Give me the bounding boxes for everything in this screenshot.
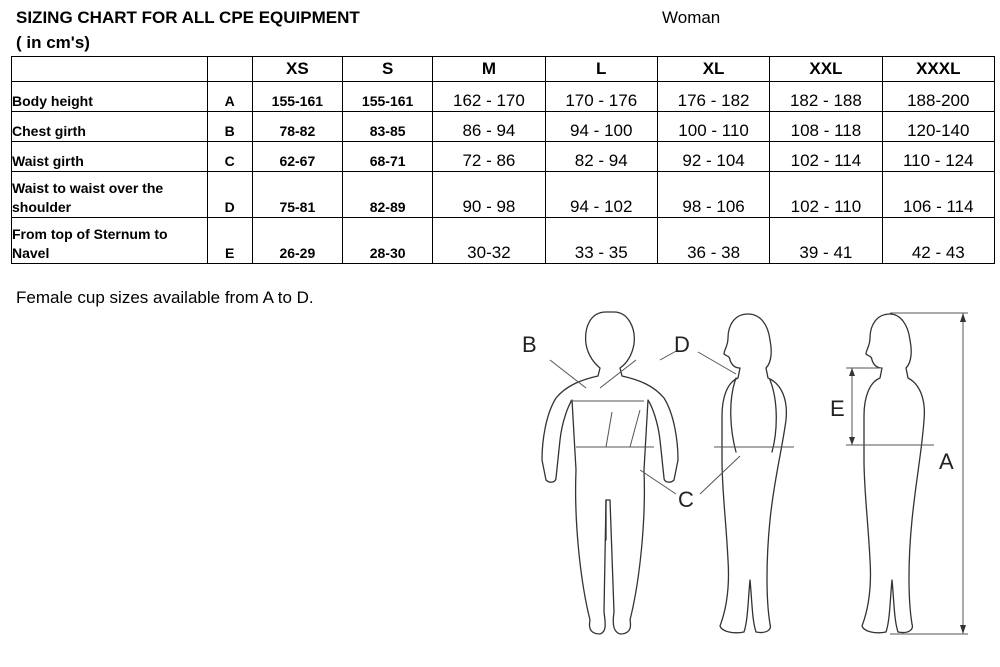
row-letter: A xyxy=(207,82,252,112)
size-cell: 155-161 xyxy=(252,82,342,112)
front-body-figure xyxy=(542,312,678,634)
size-cell: 120-140 xyxy=(882,112,994,142)
size-cell: 155-161 xyxy=(342,82,432,112)
size-cell: 102 - 114 xyxy=(770,142,882,172)
size-cell: 98 - 106 xyxy=(657,172,769,218)
size-cell: 83-85 xyxy=(342,112,432,142)
size-cell: 39 - 41 xyxy=(770,218,882,264)
size-cell: 108 - 118 xyxy=(770,112,882,142)
size-header: L xyxy=(545,57,657,82)
cup-size-note: Female cup sizes available from A to D. xyxy=(16,288,314,307)
size-cell: 75-81 xyxy=(252,172,342,218)
size-cell: 100 - 110 xyxy=(657,112,769,142)
size-cell: 92 - 104 xyxy=(657,142,769,172)
row-letter: E xyxy=(207,218,252,264)
row-label-line: shoulder xyxy=(12,199,72,215)
size-header: XS xyxy=(252,57,342,82)
size-header: M xyxy=(433,57,545,82)
size-cell: 78-82 xyxy=(252,112,342,142)
size-cell: 102 - 110 xyxy=(770,172,882,218)
size-cell: 30-32 xyxy=(433,218,545,264)
b-leader-line xyxy=(550,360,586,388)
size-cell: 26-29 xyxy=(252,218,342,264)
size-header: XXXL xyxy=(882,57,994,82)
size-cell: 106 - 114 xyxy=(882,172,994,218)
label-d: D xyxy=(674,332,690,357)
label-e: E xyxy=(830,396,845,421)
label-a: A xyxy=(939,449,954,474)
row-label-line: Waist to waist over the xyxy=(12,180,164,196)
row-letter: D xyxy=(207,172,252,218)
size-cell: 182 - 188 xyxy=(770,82,882,112)
row-label: Chest girth xyxy=(12,112,208,142)
size-cell: 170 - 176 xyxy=(545,82,657,112)
size-cell: 62-67 xyxy=(252,142,342,172)
row-label-line: From top of Sternum to xyxy=(12,226,168,242)
row-label: Waist girth xyxy=(12,142,208,172)
size-cell: 28-30 xyxy=(342,218,432,264)
size-cell: 82-89 xyxy=(342,172,432,218)
size-cell: 94 - 102 xyxy=(545,172,657,218)
row-letter: B xyxy=(207,112,252,142)
size-cell: 188-200 xyxy=(882,82,994,112)
size-cell: 86 - 94 xyxy=(433,112,545,142)
size-cell: 36 - 38 xyxy=(657,218,769,264)
label-c: C xyxy=(678,487,694,512)
size-cell: 176 - 182 xyxy=(657,82,769,112)
unit-note: ( in cm's) xyxy=(16,33,90,52)
chart-title: SIZING CHART FOR ALL CPE EQUIPMENT xyxy=(16,8,360,27)
row-label-line: Navel xyxy=(12,245,50,261)
size-cell: 42 - 43 xyxy=(882,218,994,264)
size-cell: 110 - 124 xyxy=(882,142,994,172)
gender-label: Woman xyxy=(662,8,721,27)
row-letter: C xyxy=(207,142,252,172)
size-header: XL xyxy=(657,57,769,82)
side-body-figure-ae xyxy=(862,314,924,633)
size-cell: 33 - 35 xyxy=(545,218,657,264)
side-body-figure-d xyxy=(720,314,786,633)
size-header: S xyxy=(342,57,432,82)
size-header: XXL xyxy=(770,57,882,82)
label-b: B xyxy=(522,332,537,357)
row-label: Body height xyxy=(12,82,208,112)
size-cell: 82 - 94 xyxy=(545,142,657,172)
size-cell: 162 - 170 xyxy=(433,82,545,112)
size-cell: 94 - 100 xyxy=(545,112,657,142)
size-cell: 72 - 86 xyxy=(433,142,545,172)
size-cell: 68-71 xyxy=(342,142,432,172)
size-cell: 90 - 98 xyxy=(433,172,545,218)
